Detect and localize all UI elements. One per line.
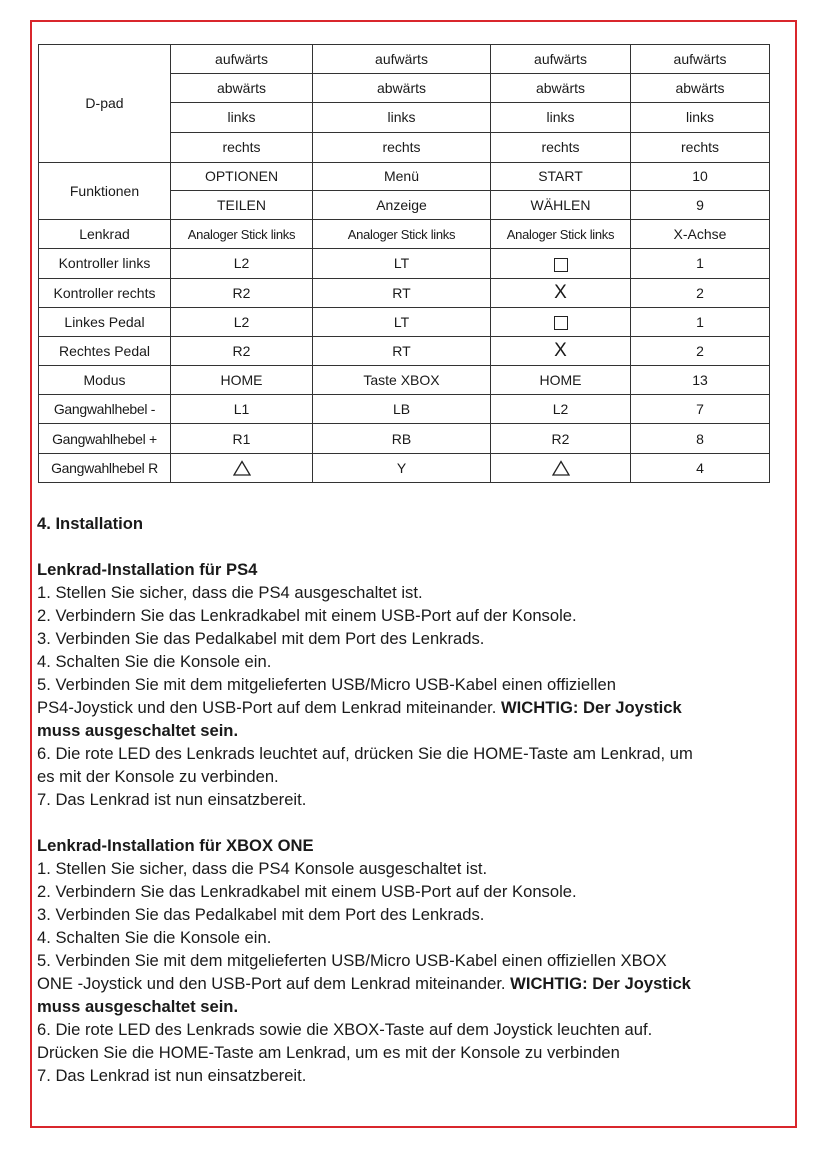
xbox-heading: Lenkrad-Installation für XBOX ONE (37, 836, 314, 855)
row-label: Kontroller rechts (39, 278, 171, 307)
table-cell: L2 (171, 249, 313, 278)
row-label: D-pad (39, 45, 171, 163)
table-cell: HOME (491, 366, 631, 395)
table-cell: aufwärts (313, 45, 491, 74)
table-cell: abwärts (313, 74, 491, 103)
table-cell: RB (313, 424, 491, 453)
table-cell: abwärts (631, 74, 770, 103)
table-row (39, 249, 770, 278)
table-cell: START (491, 162, 631, 190)
table-cell: LT (313, 307, 491, 336)
ps4-warning-cont: muss ausgeschaltet sein. (37, 721, 239, 740)
table-cell: 7 (631, 395, 770, 424)
table-cell: L2 (491, 395, 631, 424)
table-row (39, 395, 770, 424)
table-row (39, 366, 770, 395)
row-label: Lenkrad (39, 220, 171, 249)
section-title: 4. Installation (37, 514, 144, 533)
installation-section (37, 512, 777, 1087)
table-cell: WÄHLEN (491, 190, 631, 219)
xbox-step-3: 3. Verbinden Sie das Pedalkabel mit dem Port des Lenkrads. (37, 905, 485, 924)
table-cell: X-Achse (631, 220, 770, 249)
table-cell: links (171, 103, 313, 132)
table-cell: L2 (171, 307, 313, 336)
ps4-step-5c (37, 719, 777, 742)
xbox-step-5a: 5. Verbinden Sie mit dem mitgelieferten USB/Micro USB-Kabel einen offiziellen XBOX (37, 951, 667, 970)
ps4-step-3: 3. Verbinden Sie das Pedalkabel mit dem Port des Lenkrads. (37, 629, 485, 648)
table-row (39, 278, 770, 307)
xbox-step-4: 4. Schalten Sie die Konsole ein. (37, 928, 272, 947)
table-cell: L1 (171, 395, 313, 424)
table-cell: Menü (313, 162, 491, 190)
ps4-step-2: 2. Verbindern Sie das Lenkradkabel mit einem USB-Port auf der Konsole. (37, 606, 577, 625)
xbox-step-6a: 6. Die rote LED des Lenkrads sowie die XBOX-Taste auf dem Joystick leuchten auf. (37, 1020, 653, 1039)
row-label: Gangwahlhebel + (39, 424, 171, 453)
table-cell (171, 453, 313, 482)
table-cell: rechts (171, 132, 313, 162)
triangle-button-icon (552, 460, 570, 476)
table-cell (491, 336, 631, 365)
table-cell: R2 (491, 424, 631, 453)
table-row (39, 453, 770, 482)
ps4-step-4: 4. Schalten Sie die Konsole ein. (37, 652, 272, 671)
table-cell: TEILEN (171, 190, 313, 219)
table-row (39, 220, 770, 249)
table-cell: HOME (171, 366, 313, 395)
table-cell: 2 (631, 336, 770, 365)
table-cell: Anzeige (313, 190, 491, 219)
table-cell: 1 (631, 307, 770, 336)
xbox-step-5c (37, 995, 777, 1018)
table-cell: OPTIONEN (171, 162, 313, 190)
table-row (39, 424, 770, 453)
ps4-step-5b-text: PS4-Joystick und den USB-Port auf dem Lenkrad miteinander. (37, 698, 497, 717)
cross-button-icon: X (554, 340, 567, 362)
table-cell: 10 (631, 162, 770, 190)
row-label: Linkes Pedal (39, 307, 171, 336)
row-label: Rechtes Pedal (39, 336, 171, 365)
table-cell: rechts (631, 132, 770, 162)
xbox-step-6b: Drücken Sie die HOME-Taste am Lenkrad, um es mit der Konsole zu verbinden (37, 1043, 620, 1062)
triangle-button-icon (233, 460, 251, 476)
table-cell: rechts (491, 132, 631, 162)
xbox-warning: WICHTIG: Der Joystick (510, 974, 691, 993)
table-cell: 4 (631, 453, 770, 482)
table-cell: Taste XBOX (313, 366, 491, 395)
table-cell: LT (313, 249, 491, 278)
table-cell: abwärts (491, 74, 631, 103)
table-cell: Y (313, 453, 491, 482)
table-cell: links (631, 103, 770, 132)
table-cell: Analoger Stick links (171, 220, 313, 249)
table-cell: 1 (631, 249, 770, 278)
table-row (39, 162, 770, 190)
row-label: Funktionen (39, 162, 171, 219)
cross-button-icon: X (554, 282, 567, 304)
xbox-step-5b (37, 972, 777, 995)
ps4-heading: Lenkrad-Installation für PS4 (37, 560, 258, 579)
table-cell: Analoger Stick links (313, 220, 491, 249)
ps4-step-5b (37, 696, 777, 719)
table-row (39, 336, 770, 365)
table-cell: aufwärts (631, 45, 770, 74)
row-label: Gangwahlhebel - (39, 395, 171, 424)
table-row (39, 307, 770, 336)
table-cell: RT (313, 336, 491, 365)
table-cell (491, 249, 631, 278)
xbox-warning-cont: muss ausgeschaltet sein. (37, 997, 239, 1016)
table-cell: links (313, 103, 491, 132)
table-cell: R2 (171, 336, 313, 365)
table-cell: links (491, 103, 631, 132)
table-cell: 9 (631, 190, 770, 219)
table-cell: abwärts (171, 74, 313, 103)
square-button-icon (554, 258, 568, 272)
table-cell: Analoger Stick links (491, 220, 631, 249)
table-cell (491, 453, 631, 482)
xbox-step-5b-text: ONE -Joystick und den USB-Port auf dem Lenkrad miteinander. (37, 974, 506, 993)
ps4-step-7: 7. Das Lenkrad ist nun einsatzbereit. (37, 790, 307, 809)
table-cell (491, 278, 631, 307)
table-row (39, 45, 770, 74)
table-cell: RT (313, 278, 491, 307)
table-cell: aufwärts (171, 45, 313, 74)
table-cell: LB (313, 395, 491, 424)
table-cell: R1 (171, 424, 313, 453)
table-cell: R2 (171, 278, 313, 307)
ps4-step-5a: 5. Verbinden Sie mit dem mitgelieferten USB/Micro USB-Kabel einen offiziellen (37, 675, 616, 694)
ps4-step-1: 1. Stellen Sie sicher, dass die PS4 ausgeschaltet ist. (37, 583, 423, 602)
ps4-step-6a: 6. Die rote LED des Lenkrads leuchtet auf, drücken Sie die HOME-Taste am Lenkrad, um (37, 744, 693, 763)
row-label: Kontroller links (39, 249, 171, 278)
ps4-step-6b: es mit der Konsole zu verbinden. (37, 767, 279, 786)
xbox-step-2: 2. Verbindern Sie das Lenkradkabel mit einem USB-Port auf der Konsole. (37, 882, 577, 901)
table-cell: rechts (313, 132, 491, 162)
row-label: Gangwahlhebel R (39, 453, 171, 482)
table-cell: aufwärts (491, 45, 631, 74)
table-cell: 2 (631, 278, 770, 307)
table-cell: 13 (631, 366, 770, 395)
button-mapping-table (38, 44, 770, 483)
ps4-warning: WICHTIG: Der Joystick (500, 698, 682, 717)
table-cell: 8 (631, 424, 770, 453)
square-button-icon (554, 316, 568, 330)
xbox-step-1: 1. Stellen Sie sicher, dass die PS4 Konsole ausgeschaltet ist. (37, 859, 488, 878)
xbox-step-7: 7. Das Lenkrad ist nun einsatzbereit. (37, 1066, 307, 1085)
table-cell (491, 307, 631, 336)
row-label: Modus (39, 366, 171, 395)
